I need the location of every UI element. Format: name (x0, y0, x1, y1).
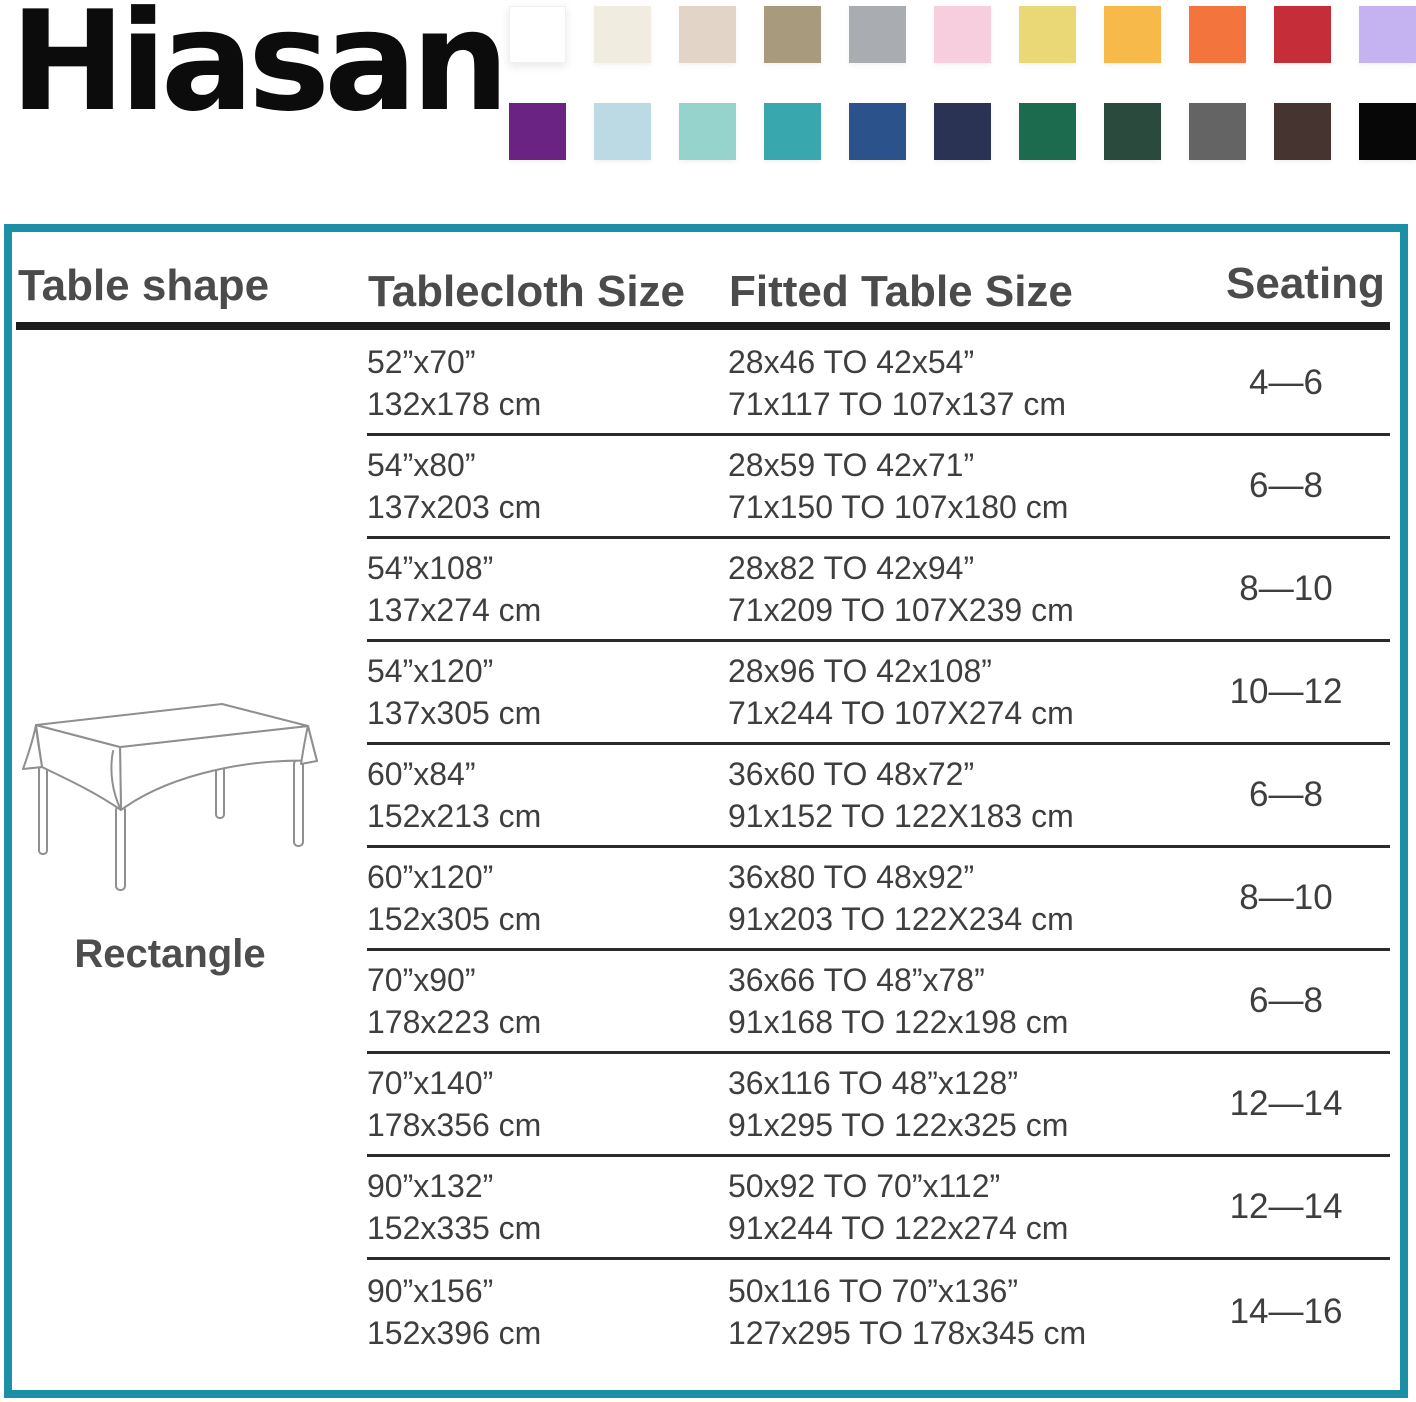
tablecloth-size-cm: 178x356 cm (367, 1107, 542, 1143)
color-swatch-beige (679, 6, 736, 63)
tablecloth-size-cm: 178x223 cm (367, 1004, 542, 1040)
size-chart-row (367, 1260, 1390, 1363)
fitted-table-size-cell (728, 964, 1182, 1038)
fitted-size-cm: 127x295 TO 178x345 cm (728, 1314, 1087, 1351)
tablecloth-size-cm: 152x335 cm (367, 1210, 542, 1246)
seating-capacity: 6—8 (1249, 981, 1323, 1020)
tablecloth-size-cell (367, 655, 728, 729)
fitted-size-cm: 91x244 TO 122x274 cm (728, 1210, 1069, 1246)
color-swatch-khaki (764, 6, 821, 63)
fitted-table-size-cell (728, 1170, 1182, 1244)
fitted-table-size-cell (728, 552, 1182, 626)
seating-capacity: 6—8 (1249, 775, 1323, 814)
color-swatch-navy-blue (849, 103, 906, 160)
tablecloth-size-cell (367, 1067, 728, 1141)
color-swatch-purple (509, 103, 566, 160)
fitted-table-size-cell (728, 1067, 1182, 1141)
color-swatch-light-blue (594, 103, 651, 160)
tablecloth-size-cell (367, 1272, 728, 1351)
fitted-table-size-cell (728, 1272, 1182, 1351)
fitted-size-inches: 36x60 TO 48x72” (728, 756, 975, 792)
fitted-table-size-cell (728, 655, 1182, 729)
fitted-table-size-cell (728, 758, 1182, 832)
column-header-fitted-table-size: Fitted Table Size (729, 267, 1073, 316)
color-swatch-dark-navy (934, 103, 991, 160)
column-header-tablecloth-size: Tablecloth Size (368, 267, 686, 316)
tablecloth-size-inches: 90”x132” (367, 1168, 494, 1204)
size-chart-row (367, 1054, 1390, 1157)
fitted-size-inches: 50x92 TO 70”x112” (728, 1168, 1001, 1204)
fitted-size-cm: 71x209 TO 107X239 cm (728, 592, 1074, 628)
color-swatch-teal (764, 103, 821, 160)
tablecloth-size-cell (367, 552, 728, 626)
fitted-size-cm: 71x150 TO 107x180 cm (728, 489, 1069, 525)
shape-label: Rectangle (74, 932, 266, 976)
color-swatch-pink (934, 6, 991, 63)
color-swatch-aqua (679, 103, 736, 160)
tablecloth-size-cell (367, 449, 728, 523)
color-swatch-lavender (1359, 6, 1416, 63)
color-swatch-brown (1274, 103, 1331, 160)
color-swatch-black (1359, 103, 1416, 160)
tablecloth-size-cm: 132x178 cm (367, 386, 542, 422)
seating-capacity: 4—6 (1249, 363, 1323, 402)
size-chart-row (367, 1157, 1390, 1260)
fitted-table-size-cell (728, 346, 1182, 420)
tablecloth-size-inches: 54”x108” (367, 550, 494, 586)
tablecloth-size-cm: 152x396 cm (367, 1314, 542, 1351)
tablecloth-size-inches: 54”x120” (367, 653, 494, 689)
tablecloth-size-inches: 52”x70” (367, 344, 476, 380)
color-swatch-red (1274, 6, 1331, 63)
fitted-size-inches: 36x116 TO 48”x128” (728, 1065, 1018, 1101)
color-swatch-marigold (1104, 6, 1161, 63)
color-swatch-silver-gray (849, 6, 906, 63)
size-chart-row (367, 436, 1390, 539)
tablecloth-size-cell (367, 346, 728, 420)
tablecloth-size-cell (367, 964, 728, 1038)
tablecloth-size-cell (367, 758, 728, 832)
size-chart-row (367, 642, 1390, 745)
tablecloth-size-inches: 54”x80” (367, 447, 476, 483)
tablecloth-size-cm: 152x213 cm (367, 798, 542, 834)
size-chart-row (367, 951, 1390, 1054)
size-chart-row (367, 333, 1390, 436)
column-header-table-shape: Table shape (18, 261, 270, 310)
fitted-size-inches: 28x82 TO 42x94” (728, 550, 975, 586)
tablecloth-size-inches: 90”x156” (367, 1272, 494, 1309)
color-swatch-ivory (594, 6, 651, 63)
color-swatch-green (1019, 103, 1076, 160)
fitted-size-inches: 36x80 TO 48x92” (728, 859, 975, 895)
tablecloth-size-inches: 70”x90” (367, 962, 476, 998)
seating-capacity: 6—8 (1249, 466, 1323, 505)
tablecloth-size-cell (367, 861, 728, 935)
column-header-seating: Seating (1226, 259, 1385, 308)
fitted-table-size-cell (728, 861, 1182, 935)
fitted-size-cm: 71x244 TO 107X274 cm (728, 695, 1074, 731)
size-chart-rows (367, 333, 1390, 1363)
tablecloth-size-cm: 152x305 cm (367, 901, 542, 937)
fitted-size-inches: 36x66 TO 48”x78” (728, 962, 985, 998)
tablecloth-size-cm: 137x274 cm (367, 592, 542, 628)
header-divider (16, 322, 1390, 330)
rectangle-table-illustration (20, 694, 320, 899)
fitted-size-inches: 28x96 TO 42x108” (728, 653, 992, 689)
fitted-size-inches: 28x59 TO 42x71” (728, 447, 975, 483)
seating-capacity: 14—16 (1229, 1291, 1343, 1331)
seating-capacity: 10—12 (1229, 672, 1343, 711)
seating-capacity: 8—10 (1239, 878, 1333, 917)
fitted-size-cm: 91x203 TO 122X234 cm (728, 901, 1074, 937)
fitted-size-inches: 28x46 TO 42x54” (728, 344, 975, 380)
brand-logo: Hiasan (10, 0, 504, 142)
color-swatch-white (509, 6, 566, 63)
size-chart-row (367, 848, 1390, 951)
tablecloth-size-cm: 137x203 cm (367, 489, 542, 525)
color-swatch-dark-green (1104, 103, 1161, 160)
seating-capacity: 8—10 (1239, 569, 1333, 608)
fitted-size-cm: 91x295 TO 122x325 cm (728, 1107, 1069, 1143)
tablecloth-size-inches: 60”x120” (367, 859, 494, 895)
fitted-size-cm: 71x117 TO 107x137 cm (728, 386, 1066, 422)
size-chart (4, 224, 1408, 1398)
tablecloth-size-inches: 70”x140” (367, 1065, 494, 1101)
size-chart-row (367, 745, 1390, 848)
fitted-size-cm: 91x152 TO 122X183 cm (728, 798, 1074, 834)
size-chart-row (367, 539, 1390, 642)
tablecloth-size-inches: 60”x84” (367, 756, 476, 792)
seating-capacity: 12—14 (1229, 1084, 1343, 1123)
color-swatch-dark-gray (1189, 103, 1246, 160)
seating-capacity: 12—14 (1229, 1187, 1343, 1226)
fitted-table-size-cell (728, 449, 1182, 523)
tablecloth-size-cm: 137x305 cm (367, 695, 542, 731)
tablecloth-size-cell (367, 1170, 728, 1244)
color-swatch-yellow (1019, 6, 1076, 63)
fitted-size-inches: 50x116 TO 70”x136” (728, 1272, 1018, 1309)
color-swatch-orange (1189, 6, 1246, 63)
fitted-size-cm: 91x168 TO 122x198 cm (728, 1004, 1069, 1040)
color-swatch-palette (509, 6, 1416, 160)
